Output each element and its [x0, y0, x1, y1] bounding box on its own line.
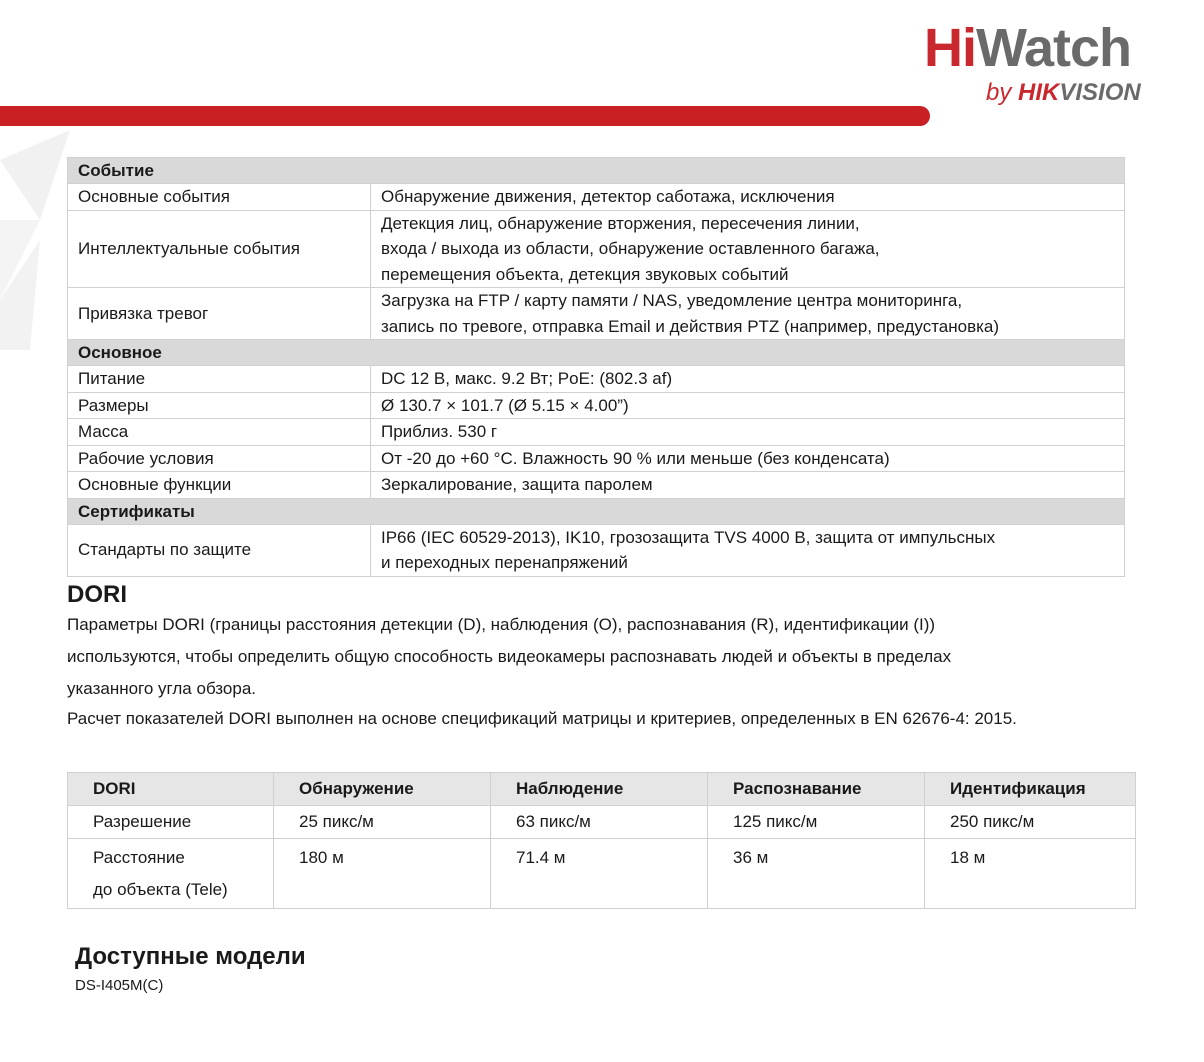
table-row	[68, 806, 1136, 839]
dori-paragraph-line: Расчет показателей DORI выполнен на основе спецификаций матрицы и критериев, определенных в EN 62676-4: 2015.	[67, 709, 1017, 728]
table-row	[68, 472, 1125, 499]
spec-table	[67, 157, 1125, 577]
spec-value-line: и переходных перенапряжений	[381, 553, 628, 572]
dori-row-label-line: Расстояние	[93, 848, 185, 867]
spec-value	[371, 210, 1125, 288]
logo-hi: Hi	[924, 18, 976, 78]
spec-value-line: IP66 (IEC 60529-2013), IK10, грозозащита TVS 4000 В, защита от импульсных	[381, 527, 996, 547]
dori-paragraph-line: Параметры DORI (границы расстояния детекции (D), наблюдения (O), распознавания (R), идентификации (I))	[67, 615, 936, 634]
spec-key: Питание	[68, 366, 371, 393]
dori-row-label	[68, 839, 274, 909]
spec-key: Основные события	[68, 184, 371, 211]
table-row	[68, 524, 1125, 576]
table-row	[68, 210, 1125, 288]
table-row	[68, 445, 1125, 472]
spec-value: DC 12 В, макс. 9.2 Вт; PoE: (802.3 af)	[371, 366, 1125, 393]
dori-col-header: DORI	[68, 773, 274, 806]
models-heading: Доступные модели	[75, 943, 306, 970]
section-title: Событие	[68, 158, 1125, 184]
dori-cell-value: 180 м	[299, 848, 344, 867]
table-row	[68, 184, 1125, 211]
logo-hik: HIK	[1018, 79, 1060, 106]
spec-key: Масса	[68, 419, 371, 446]
section-title: Сертификаты	[68, 498, 1125, 524]
table-row	[68, 392, 1125, 419]
dori-cell	[925, 839, 1136, 909]
section-header	[68, 158, 1125, 184]
spec-key: Интеллектуальные события	[68, 210, 371, 288]
dori-cell-value: 71.4 м	[516, 848, 566, 867]
spec-key: Рабочие условия	[68, 445, 371, 472]
dori-row-label-line: до объекта (Tele)	[93, 880, 228, 899]
spec-key: Основные функции	[68, 472, 371, 499]
dori-col-header: Идентификация	[925, 773, 1136, 806]
dori-cell-value: 36 м	[733, 848, 769, 867]
logo-watch: Watch	[976, 18, 1131, 78]
logo-vision: VISION	[1059, 79, 1141, 106]
spec-value	[371, 524, 1125, 576]
dori-cell: 63 пикс/м	[491, 806, 708, 839]
header-red-bar	[0, 106, 930, 126]
dori-cell	[274, 839, 491, 909]
spec-value: Ø 130.7 × 101.7 (Ø 5.15 × 4.00”)	[371, 392, 1125, 419]
dori-cell-value: 18 м	[950, 848, 986, 867]
dori-cell	[491, 839, 708, 909]
section-header	[68, 498, 1125, 524]
spec-value-line: входа / выхода из области, обнаружение оставленного багажа,	[381, 239, 880, 258]
spec-value-line: Детекция лиц, обнаружение вторжения, пересечения линии,	[381, 213, 860, 233]
spec-value-line: Загрузка на FTP / карту памяти / NAS, уведомление центра мониторинга,	[381, 291, 963, 310]
spec-value: Зеркалирование, защита паролем	[371, 472, 1125, 499]
dori-cell: 125 пикс/м	[708, 806, 925, 839]
table-row	[68, 419, 1125, 446]
spec-value-line: запись по тревоге, отправка Email и действия PTZ (например, предустановка)	[381, 316, 1000, 336]
table-row	[68, 366, 1125, 393]
table-row	[68, 839, 1136, 909]
spec-value-line: перемещения объекта, детекция звуковых событий	[381, 264, 789, 284]
dori-cell: 25 пикс/м	[274, 806, 491, 839]
dori-cell: 250 пикс/м	[925, 806, 1136, 839]
model-name: DS-I405M(C)	[75, 977, 164, 994]
dori-col-header: Наблюдение	[491, 773, 708, 806]
spec-key: Стандарты по защите	[68, 524, 371, 576]
dori-col-header: Распознавание	[708, 773, 925, 806]
logo-by: by	[986, 79, 1012, 106]
spec-value: От -20 до +60 °C. Влажность 90 % или меньше (без конденсата)	[371, 445, 1125, 472]
dori-col-header: Обнаружение	[274, 773, 491, 806]
dori-heading: DORI	[67, 581, 127, 608]
spec-value: Обнаружение движения, детектор саботажа, исключения	[371, 184, 1125, 211]
section-header	[68, 340, 1125, 366]
dori-cell	[708, 839, 925, 909]
dori-paragraph-line: указанного угла обзора.	[67, 679, 256, 698]
dori-header-row	[68, 773, 1136, 806]
spec-value: Приблиз. 530 г	[371, 419, 1125, 446]
dori-paragraph-line: используются, чтобы определить общую способность видеокамеры распознавать людей и объекты в пределах	[67, 647, 952, 666]
brand-logo	[924, 18, 1174, 118]
dori-table	[67, 772, 1136, 909]
spec-key: Размеры	[68, 392, 371, 419]
spec-key: Привязка тревог	[68, 288, 371, 340]
dori-row-label: Разрешение	[68, 806, 274, 839]
spec-value	[371, 288, 1125, 340]
table-row	[68, 288, 1125, 340]
section-title: Основное	[68, 340, 1125, 366]
